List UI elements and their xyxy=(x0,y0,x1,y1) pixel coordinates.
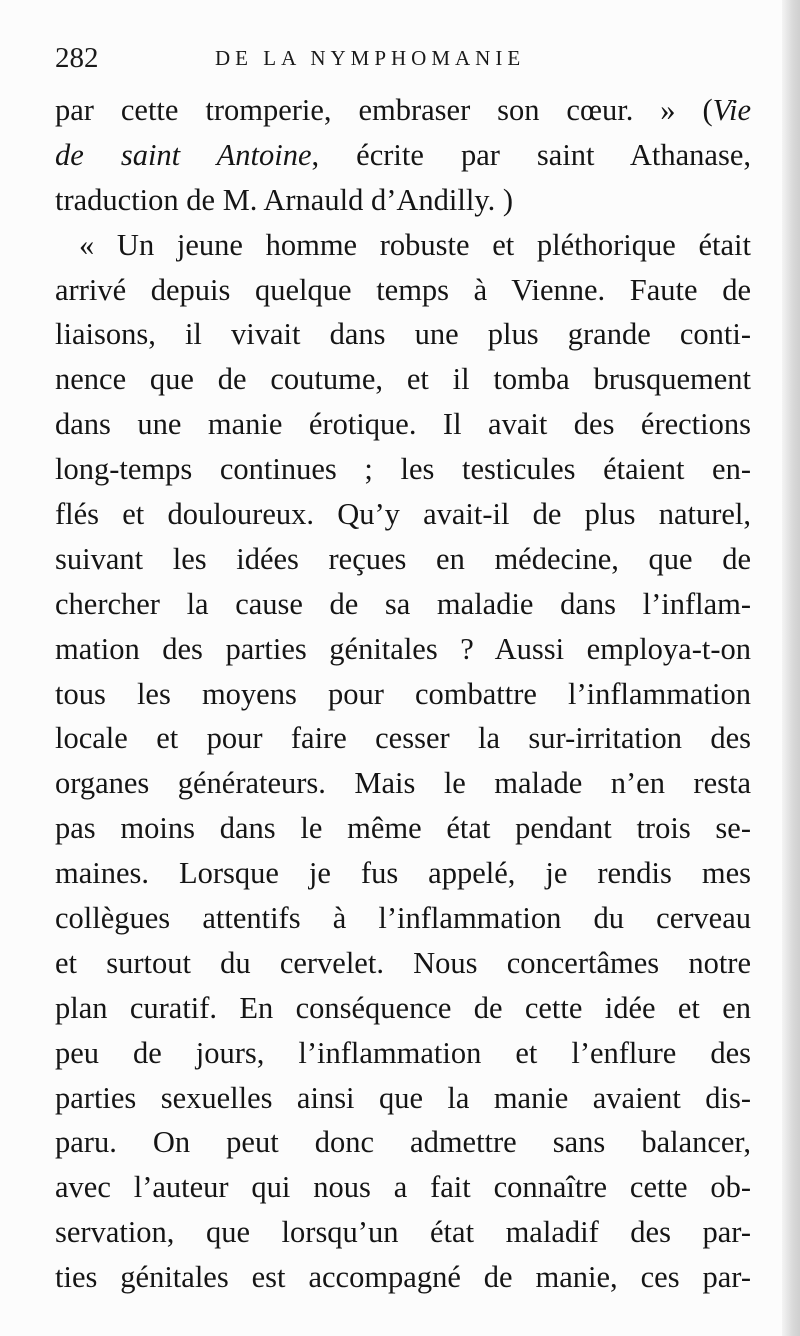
text-line-5: arrivé depuis quelque temps à Vienne. Faute de xyxy=(55,272,751,307)
text-line-18: maines. Lorsque je fus appelé, je rendis mes xyxy=(55,856,751,891)
text-line-4: « Un jeune homme robuste et pléthorique était xyxy=(79,227,751,262)
text-line-25: avec l’auteur qui nous a fait connaître cette ob- xyxy=(55,1170,751,1205)
text-line-14: tous les moyens pour combattre l’inflammation xyxy=(55,676,751,711)
text-line-21: plan curatif. En conséquence de cette idée et en xyxy=(55,990,751,1025)
text-line-15: locale et pour faire cesser la sur-irritation des xyxy=(55,721,751,756)
text-line-26: servation, que lorsqu’un état maladif des par- xyxy=(55,1215,751,1250)
running-title: DE LA NYMPHOMANIE xyxy=(215,46,526,70)
page-number: 282 xyxy=(55,42,99,74)
text-line-19: collègues attentifs à l’inflammation du cerveau xyxy=(55,901,751,936)
text-line-11: suivant les idées reçues en médecine, que de xyxy=(55,541,751,576)
text-line-7: nence que de coutume, et il tomba brusquement xyxy=(55,362,751,397)
text-line-6: liaisons, il vivait dans une plus grande conti- xyxy=(55,317,751,352)
text-line-24: paru. On peut donc admettre sans balancer, xyxy=(55,1125,751,1160)
text-line-9: long-temps continues ; les testicules étaient en- xyxy=(55,452,751,487)
running-head xyxy=(55,38,755,78)
text-line-17: pas moins dans le même état pendant trois se- xyxy=(55,811,751,846)
text-line-2: de saint Antoine, écrite par saint Athanase, xyxy=(55,137,751,172)
text-line-1: par cette tromperie, embraser son cœur. » (Vie xyxy=(55,93,751,127)
text-line-12: chercher la cause de sa maladie dans l’inflam- xyxy=(55,586,751,621)
body-text xyxy=(55,88,751,1300)
text-line-3: traduction de M. Arnauld d’Andilly. ) xyxy=(55,182,513,217)
text-line-27: ties génitales est accompagné de manie, ces par- xyxy=(55,1260,751,1295)
text-line-8: dans une manie érotique. Il avait des érections xyxy=(55,407,751,442)
text-line-20: et surtout du cervelet. Nous concertâmes notre xyxy=(55,945,751,980)
text-line-16: organes générateurs. Mais le malade n’en resta xyxy=(55,766,751,801)
text-line-22: peu de jours, l’inflammation et l’enflure des xyxy=(55,1035,751,1070)
text-line-10: flés et douloureux. Qu’y avait-il de plus naturel, xyxy=(55,497,751,532)
text-line-23: parties sexuelles ainsi que la manie avaient dis- xyxy=(55,1080,751,1115)
page-edge-shadow xyxy=(782,0,800,1336)
text-line-13: mation des parties génitales ? Aussi employa-t-on xyxy=(55,631,751,666)
